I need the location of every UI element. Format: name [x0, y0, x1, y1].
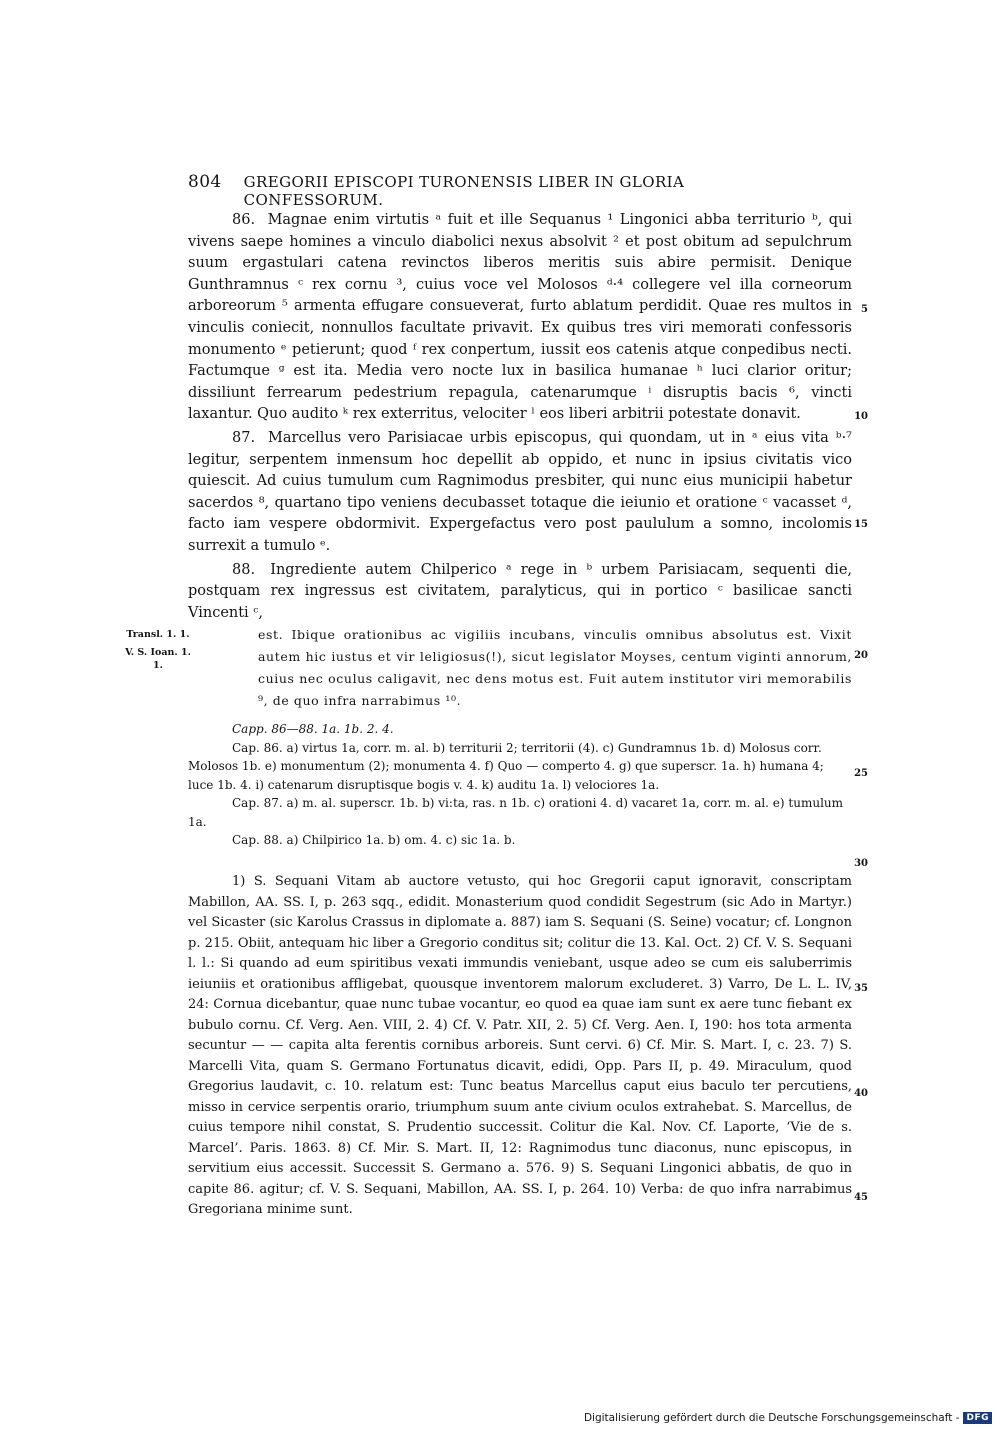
chapter-number: 87.	[232, 429, 256, 446]
apparatus-chapter-88: Cap. 88. a) Chilpirico 1a. b) om. 4. c) sic 1a. b.	[232, 833, 516, 847]
footnote-text: 1) S. Sequani Vitam ab auctore vetusto, qui hoc Gregorii caput ignoravit, conscriptam Mabillon, AA. SS. I, p. 263 sqq., edidit. Monasterium quod condidit Segestrum (sic Ado in Martyr.) vel Sicaster (sic Karolus Crassus in diplomate a. 887) iam S. Sequani (S. Seine) vocatur; cf. Longnon p. 215. Obiit, antequam hic liber a Gregorio conditus sit; colitur die 13. Kal. Oct. 2) Cf. V. S. Sequani l. l.: Si quando ad eum spiritibus vexati immundis veniebant, usque adeo se cum eis saluberrimis ieiuniis et orationibus affligebat, quousque inventorem malorum excluderet. 3) Varro, De L. L. IV, 24: Cornua dicebantur, quae nunc tubae vocantur, eo quod ea quae iam sunt ex aere tunc fiebant ex bubulo cornu. Cf. Verg. Aen. VIII, 2. 4) Cf. V. Patr. XII, 2. 5) Cf. Verg. Aen. I, 190: hos tota armenta secuntur — — capita alta ferentis cornibus arboreis. Sunt cervi. 6) Cf. Mir. S. Mart. I, c. 23. 7) S. Marcelli Vita, quam S. Germano Fortunatus dicavit, edidi, Opp. Pars II, p. 49. Miraculum, quod Gregorius laudavit, c. 10. relatum est: Tunc beatus Marcellus caput eius baculo ter percutiens, misso in cervice serpentis orario, triumphum suum ante civium oculos extrahebat. S. Marcellus, de cuius tempore nihil constat, S. Prudentio successit. Colitur die Kal. Nov. Cf. Laporte, ‘Vie de s. Marcel’. Paris. 1863. 8) Cf. Mir. S. Mart. II, 12: Ragnimodus tunc diaconus, nunc episcopus, in servitium eius accessit. Successit S. Germano a. 576. 9) S. Sequani Lingonici abbatis, de quo in capite 86. agitur; cf. V. S. Sequani, Mabillon, AA. SS. I, p. 264. 10) Verba: de quo infra narrabimus Gregoriana minime sunt.	[188, 874, 852, 1217]
apparatus-chapter-86: Cap. 86. a) virtus 1a, corr. m. al. b) territurii 2; territorii (4). c) Gundramnus 1b. d) Molosus corr. Molosos 1b. e) monumentum (2); monumenta 4. f) Quo — comperto 4. g) que superscr. 1a. h) humana 4; luce 1b. 4. i) catenarum disruptisque bogis v. 4. k) auditu 1a. l) velociores 1a.	[188, 740, 824, 792]
line-number: 15	[854, 519, 868, 530]
chapter-87	[188, 428, 852, 558]
sidenote-source: V. S. Ioan. 1. 1.	[125, 647, 191, 671]
line-number: 20	[854, 650, 868, 661]
credit-text: Digitalisierung gefördert durch die Deutsche Forschungsgemeinschaft -	[583, 1412, 960, 1424]
main-text	[188, 210, 852, 626]
critical-apparatus	[188, 720, 852, 850]
line-number: 35	[854, 983, 868, 994]
chapter-text: Ingrediente autem Chilperico ᵃ rege in ᵇ urbem Parisiacam, sequenti die, postquam rex ingressus est civitatem, paralyticus, qui in portico ᶜ basilicae sancti Vincenti ᶜ,	[188, 561, 853, 621]
line-number: 45	[854, 1192, 868, 1203]
line-number: 5	[861, 304, 868, 315]
apparatus-sigla: Capp. 86—88. 1a. 1b. 2. 4.	[232, 722, 394, 736]
quoted-passage: est. Ibique orationibus ac vigiliis incubans, vinculis omnibus absolutus est. Vixit autem hic iustus et vir leligiosus(!), sicut legislator Moyses, centum viginti annorum, cuius nec oculus caligavit, nec dens motus est. Fuit autem institutor viri memorabilis ⁹, de quo infra narrabimus ¹⁰.	[258, 627, 852, 708]
chapter-86	[188, 210, 852, 426]
dfg-logo: DFG	[963, 1412, 992, 1424]
sidenote-source: Transl. 1. 1.	[126, 629, 190, 640]
chapter-88	[188, 560, 852, 625]
chapter-text: Marcellus vero Parisiacae urbis episcopus, qui quondam, ut in ᵃ eius vita ᵇ·⁷ legitur, serpentem inmensum hoc depellit ab oppido, et nunc in ipsius civitatis vico quiescit. Ad cuius tumulum cum Ragnimodus presbiter, qui nunc eius municipii habetur sacerdos ⁸, quartano tipo veniens decubasset totaque die ieiunio et oratione ᶜ vacasset ᵈ, facto iam vespere obdormivit. Expergefactus vero post paululum a somno, incolomis surrexit a tumulo ᵉ.	[188, 429, 852, 554]
line-number: 10	[854, 411, 868, 422]
line-number: 40	[854, 1088, 868, 1099]
page-number: 804	[188, 172, 222, 192]
line-number: 30	[854, 858, 868, 869]
chapter-text: Magnae enim virtutis ᵃ fuit et ille Sequanus ¹ Lingonici abba territurio ᵇ, qui vivens saepe homines a vinculo diabolici nexus absolvit ² et post obitum ad sepulchrum suum ergastulari catena revinctos liberos meritis suis abire permisit. Denique Gunthramnus ᶜ rex cornu ³, cuius voce vel Molosos ᵈ·⁴ collegere vel illa corneorum arboreorum ⁵ armenta effugare consueverat, furto ablatum perdidit. Quae res multos in vinculis coniecit, nonnullos facultate privavit. Ex quibus tres viri memorati confessoris monumento ᵉ petierunt; quod ᶠ rex conpertum, iussit eos catenis atque conpedibus necti. Factumque ᵍ est ita. Media vero nocte lux in basilica humanae ʰ luci clarior oritur; dissiliunt ferrearum pedestrium repagula, catenarumque ⁱ disruptis bacis ⁶, vincti laxantur. Quo audito ᵏ rex exterritus, velociter ˡ eos liberi arbitrii potestate donavit.	[188, 212, 853, 423]
running-header	[188, 172, 816, 209]
apparatus-chapter-87: Cap. 87. a) m. al. superscr. 1b. b) vi:ta, ras. n 1b. c) orationi 4. d) vacaret 1a, corr. m. al. e) tumulum 1a.	[188, 796, 844, 829]
running-title: GREGORII EPISCOPI TURONENSIS LIBER IN GLORIA CONFESSORUM.	[243, 173, 685, 209]
chapter-number: 88.	[232, 561, 256, 578]
line-number: 25	[854, 768, 868, 779]
digitization-credit	[584, 1412, 992, 1424]
footnotes	[188, 872, 852, 1221]
chapter-number: 86.	[232, 212, 256, 228]
